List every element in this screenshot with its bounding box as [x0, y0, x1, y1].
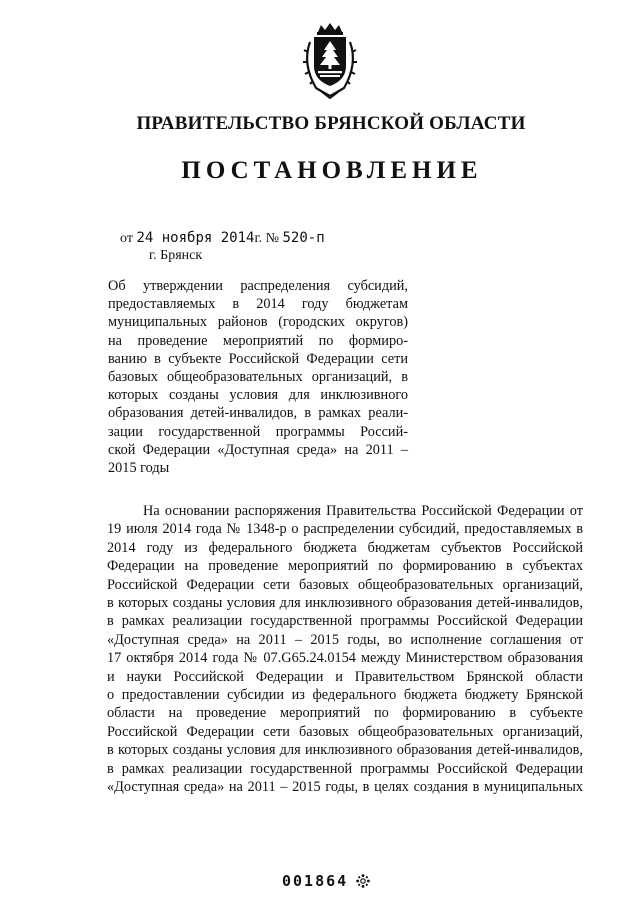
decree-date: 24 ноября 2014: [136, 230, 255, 246]
body-line: «Доступная среда» на 2011 – 2015 годы, в целях создания в муниципальных: [107, 779, 583, 796]
serial-number: 001864: [282, 872, 349, 890]
subject-line: Об утверждении распределения субсидий,: [108, 278, 408, 294]
body-line: в которых созданы условия для инклюзивного образования детей-инвалидов,: [107, 595, 583, 612]
subject-line: образования детей-инвалидов, в рамках реали-: [108, 405, 408, 422]
year-suffix: г.: [254, 231, 263, 246]
subject-line: предоставляемых в 2014 году бюджетам: [108, 296, 408, 313]
subject-line: на проведение мероприятий по формиро-: [108, 332, 408, 349]
subject-line: ванию в субъекте Российской Федерации сети: [108, 350, 408, 367]
body-line: Российской Федерации сети базовых общеобразовательных организаций,: [107, 576, 583, 593]
subject-line: которых созданы условия для инклюзивного: [108, 387, 408, 404]
bryansk-coat-of-arms-icon: [298, 22, 362, 100]
body-line: Федерации на проведение мероприятий по формированию в субъектах: [107, 558, 583, 575]
decree-date-line: [120, 230, 325, 247]
body-line: о предоставлении субсидии из федерального бюджета бюджету Брянской: [107, 687, 583, 704]
subject-line: 2015 годы: [108, 460, 170, 477]
body-line: в рамках реализации государственной программы Российской Федерации: [107, 613, 583, 630]
body-line: в рамках реализации государственной программы Российской Федерации: [107, 760, 583, 777]
body-line: в которых созданы условия для инклюзивного образования детей-инвалидов,: [107, 742, 583, 759]
ornament-rosette-icon: [355, 873, 371, 889]
document-type-heading: ПОСТАНОВЛЕНИЕ: [181, 157, 483, 184]
date-prefix: от: [120, 231, 133, 246]
body-line: 17 октября 2014 года № 07.G65.24.0154 между Министерством образования: [107, 650, 583, 667]
decree-number: 520-п: [282, 230, 325, 246]
decree-subject: [108, 277, 408, 477]
subject-line: базовых общеобразовательных организаций, в: [108, 369, 408, 386]
body-line: 2014 году из федерального бюджета бюджетам субъектов Российской: [107, 539, 583, 556]
number-sign: №: [265, 231, 279, 246]
government-title: ПРАВИТЕЛЬСТВО БРЯНСКОЙ ОБЛАСТИ: [136, 113, 526, 134]
body-line: 19 июля 2014 года № 1348-р о распределении субсидий, предоставляемых в: [107, 521, 583, 538]
subject-line: ской Федерации «Доступная среда» на 2011 –: [108, 441, 408, 458]
body-line: области на проведение мероприятий по формированию в субъекте: [107, 705, 583, 722]
decree-city: г. Брянск: [149, 248, 203, 263]
body-line: и науки Российской Федерации и Правительством Брянской области: [107, 668, 583, 685]
subject-line: зации государственной программы Россий-: [108, 423, 408, 440]
decree-body: [107, 502, 583, 797]
body-line: «Доступная среда» на 2011 – 2015 годы, во исполнение соглашения от: [107, 631, 583, 648]
body-line: Российской Федерации сети базовых общеобразовательных организаций,: [107, 723, 583, 740]
subject-line: муниципальных районов (городских округов): [108, 314, 408, 331]
body-line: На основании распоряжения Правительства Российской Федерации от: [143, 503, 583, 519]
